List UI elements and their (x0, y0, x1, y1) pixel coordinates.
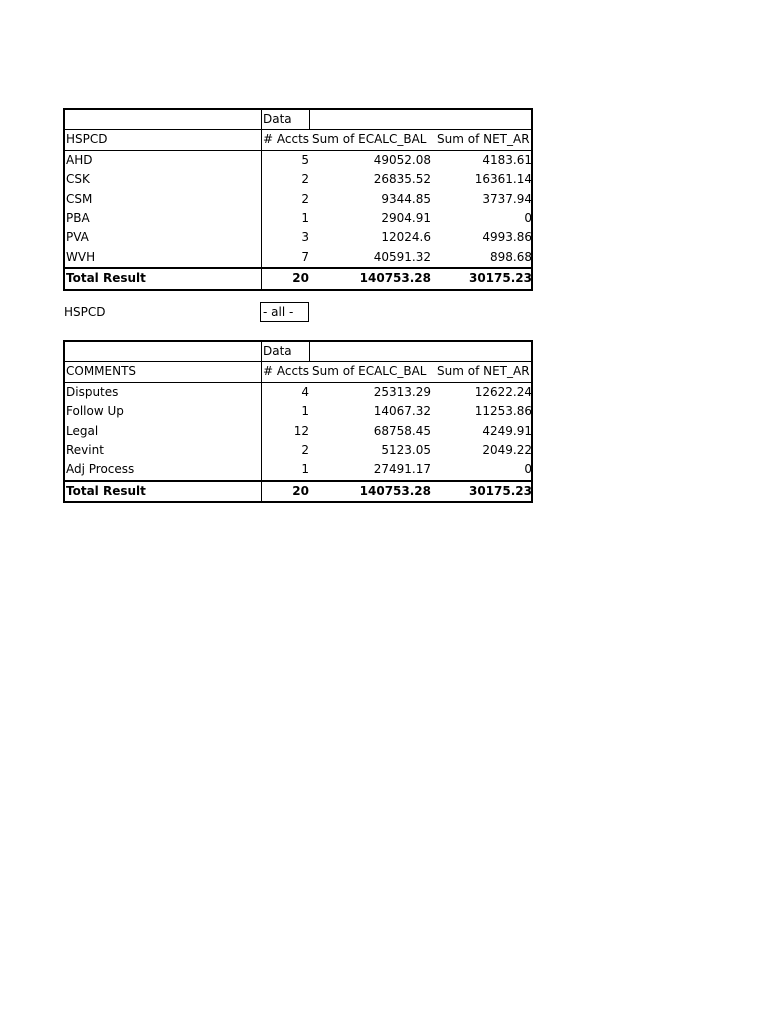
row-label: Follow Up (66, 404, 124, 419)
net-ar-value: 2049.22 (482, 442, 532, 457)
table-row (65, 402, 531, 421)
ecalc-bal-value: 9344.85 (381, 191, 431, 206)
pivot-data-header-row (65, 110, 531, 130)
total-row (65, 480, 531, 501)
total-accts: 20 (261, 269, 310, 288)
ecalc-bal-value: 68758.45 (373, 423, 431, 438)
pivot-data-header-row (65, 342, 531, 362)
accts-value: 1 (261, 209, 310, 228)
table-row (65, 170, 531, 189)
pivot-table-comments (63, 340, 533, 503)
total-row (65, 267, 531, 288)
ecalc-bal-value: 5123.05 (381, 442, 431, 457)
table-row (65, 248, 531, 267)
ecalc-bal-value: 25313.29 (373, 384, 431, 399)
pivot-column-header-row (65, 130, 531, 150)
net-ar-value: 3737.94 (482, 191, 532, 206)
accts-value: 2 (261, 170, 310, 189)
total-net-ar: 30175.23 (468, 271, 532, 286)
net-ar-value: 0 (524, 210, 532, 225)
ecalc-bal-value: 40591.32 (373, 249, 431, 264)
row-label: PVA (66, 230, 89, 245)
row-label: Disputes (66, 384, 119, 399)
header-accts: # Accts (261, 362, 310, 381)
table-row (65, 228, 531, 247)
table-row (65, 209, 531, 228)
table-row (65, 151, 531, 170)
net-ar-value: 16361.14 (474, 172, 532, 187)
ecalc-bal-value: 2904.91 (381, 210, 431, 225)
accts-value: 1 (261, 460, 310, 479)
net-ar-value: 4249.91 (482, 423, 532, 438)
header-net-ar: Sum of NET_AR (437, 364, 530, 379)
net-ar-value: 0 (524, 462, 532, 477)
row-label: Revint (66, 442, 104, 457)
table-row (65, 422, 531, 441)
header-ecalc-bal: Sum of ECALC_BAL (312, 364, 427, 379)
total-label: Total Result (66, 271, 146, 286)
data-field-button[interactable]: Data (261, 342, 310, 361)
accts-value: 4 (261, 383, 310, 402)
ecalc-bal-value: 49052.08 (373, 152, 431, 167)
accts-value: 7 (261, 248, 310, 267)
ecalc-bal-value: 14067.32 (373, 404, 431, 419)
row-label: CSK (66, 172, 90, 187)
row-label: PBA (66, 210, 90, 225)
net-ar-value: 12622.24 (474, 384, 532, 399)
row-label: Legal (66, 423, 99, 438)
table-row (65, 190, 531, 209)
row-label: Adj Process (66, 462, 135, 477)
accts-value: 5 (261, 151, 310, 170)
ecalc-bal-value: 26835.52 (373, 172, 431, 187)
row-field-button-comments[interactable]: COMMENTS (66, 364, 137, 379)
net-ar-value: 11253.86 (474, 404, 532, 419)
row-label: WVH (66, 249, 96, 264)
ecalc-bal-value: 27491.17 (373, 462, 431, 477)
net-ar-value: 898.68 (490, 249, 532, 264)
total-ecalc-bal: 140753.28 (359, 271, 431, 286)
accts-value: 1 (261, 402, 310, 421)
page-filter-dropdown[interactable]: - all - (260, 302, 309, 322)
page-filter-label: HSPCD (64, 305, 106, 319)
header-accts: # Accts (261, 130, 310, 149)
net-ar-value: 4993.86 (482, 230, 532, 245)
total-label: Total Result (66, 483, 146, 498)
table-row (65, 441, 531, 460)
accts-value: 12 (261, 422, 310, 441)
header-net-ar: Sum of NET_AR (437, 132, 530, 147)
header-ecalc-bal: Sum of ECALC_BAL (312, 132, 427, 147)
table-row (65, 460, 531, 479)
net-ar-value: 4183.61 (482, 152, 532, 167)
data-field-button[interactable]: Data (261, 110, 310, 129)
row-label: AHD (66, 152, 93, 167)
accts-value: 2 (261, 190, 310, 209)
accts-value: 2 (261, 441, 310, 460)
row-field-button-hspcd[interactable]: HSPCD (66, 132, 108, 147)
accts-value: 3 (261, 228, 310, 247)
pivot-column-header-row (65, 362, 531, 382)
total-ecalc-bal: 140753.28 (359, 483, 431, 498)
table-row (65, 383, 531, 402)
row-label: CSM (66, 191, 93, 206)
total-accts: 20 (261, 482, 310, 501)
total-net-ar: 30175.23 (468, 483, 532, 498)
pivot-table-hspcd (63, 108, 533, 291)
ecalc-bal-value: 12024.6 (381, 230, 431, 245)
